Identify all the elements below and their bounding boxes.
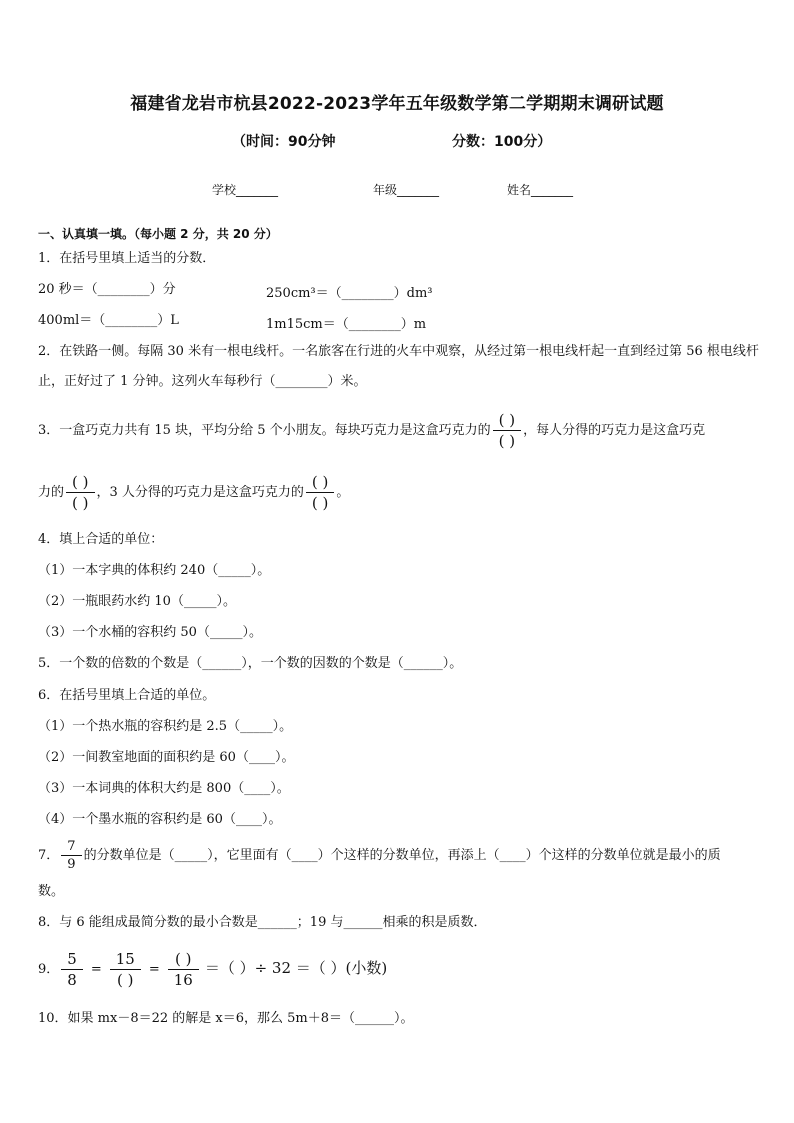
exam-time: （时间：90分钟 <box>232 134 336 150</box>
equals-sign: = <box>90 962 102 977</box>
q3-text-5: 。 <box>336 485 350 500</box>
q3-fraction-2 <box>66 472 94 513</box>
q1-d: 1m15cm＝（________）m <box>266 317 427 332</box>
q5: 5．一个数的倍数的个数是（______），一个数的因数的个数是（______）。 <box>38 656 463 671</box>
q7-fraction <box>61 838 81 873</box>
q4-stem: 4．填上合适的单位： <box>38 532 164 547</box>
fraction-denominator: ( ) <box>72 494 89 512</box>
q9-fraction-1 <box>61 949 83 990</box>
school-field: 学校_______ <box>212 183 279 197</box>
q3-line1 <box>38 410 705 451</box>
page-title: 福建省龙岩市杭县2022-2023学年五年级数学第二学期期末调研试题 <box>130 94 664 114</box>
name-field: 姓名_______ <box>507 183 574 197</box>
q10: 10．如果 mx－8＝22 的解是 x＝6，那么 5m＋8＝（______）。 <box>38 1011 414 1026</box>
q3-text-3: 力的 <box>38 485 65 500</box>
q7-text: 的分数单位是（_____），它里面有（____）个这样的分数单位，再添上（____）个这样的分数单位就是最小的质 <box>83 848 721 863</box>
exam-score: 分数：100分） <box>452 134 552 150</box>
equals-sign: = <box>148 962 160 977</box>
q4-a: （1）一本字典的体积约 240（_____）。 <box>38 563 271 578</box>
q1-b: 250cm³＝（________）dm³ <box>266 286 433 301</box>
q1-a: 20 秒＝（________）分 <box>38 282 176 297</box>
q1-c: 400ml＝（________）L <box>38 313 179 328</box>
grade-field: 年级_______ <box>373 183 440 197</box>
fraction-denominator: ( ) <box>117 971 134 989</box>
q4-c: （3）一个水桶的容积约 50（_____）。 <box>38 625 262 640</box>
q4-b: （2）一瓶眼药水约 10（_____）。 <box>38 594 236 609</box>
q6-stem: 6．在括号里填上合适的单位。 <box>38 688 216 703</box>
fraction-numerator: ( ) <box>175 950 192 968</box>
fraction-denominator: ( ) <box>311 494 329 512</box>
q7-line1 <box>38 838 721 874</box>
fraction-denominator: ( ) <box>498 432 516 450</box>
q3-fraction-3 <box>306 472 334 513</box>
q6-c: （3）一本词典的体积大约是 800（____）。 <box>38 781 290 796</box>
q1-stem: 1．在括号里填上适当的分数． <box>38 251 216 266</box>
fraction-numerator: ( ) <box>311 473 329 491</box>
fraction-numerator: ( ) <box>72 473 89 491</box>
fraction-numerator: ( ) <box>498 411 516 429</box>
q7-line2: 数。 <box>38 884 65 899</box>
q3-text-2: ，每人分得的巧克力是这盒巧克 <box>523 423 706 438</box>
q3-line2 <box>38 472 349 513</box>
q8: 8．与 6 能组成最简分数的最小合数是______；19 与______相乘的积是质数． <box>38 915 487 930</box>
q9-fraction-3 <box>168 949 199 990</box>
q6-b: （2）一间教室地面的面积约是 60（____）。 <box>38 750 295 765</box>
q9-fraction-2 <box>110 949 141 990</box>
fraction-numerator: 7 <box>67 839 76 854</box>
q7-prefix: 7． <box>38 848 60 863</box>
fraction-numerator: 15 <box>115 950 135 968</box>
q6-d: （4）一个墨水瓶的容积约是 60（____）。 <box>38 812 282 827</box>
fraction-numerator: 5 <box>67 950 77 968</box>
q9 <box>38 946 387 992</box>
fraction-denominator: 8 <box>67 971 77 989</box>
section-heading: 一、认真填一填。（每小题 2 分，共 20 分） <box>38 227 278 241</box>
fraction-denominator: 16 <box>173 971 193 989</box>
q2: 2．在铁路一侧。每隔 30 米有一根电线杆。一名旅客在行进的火车中观察，从经过第一根电线杆起一直到经过第 56 根电线杆止，正好过了 1 分钟。这列火车每秒行（________）米。 <box>38 344 759 389</box>
q3-text-4: ，3 人分得的巧克力是这盒巧克力的 <box>96 485 304 500</box>
q9-prefix: 9． <box>38 962 60 977</box>
q3-text-1: 3．一盒巧克力共有 15 块，平均分给 5 个小朋友。每块巧克力是这盒巧克力的 <box>38 423 491 438</box>
q9-tail: ＝（ ）÷ 32 ＝（ ）(小数) <box>204 959 388 977</box>
q3-fraction-1 <box>493 410 521 451</box>
fraction-denominator: 9 <box>67 857 76 872</box>
q6-a: （1）一个热水瓶的容积约是 2.5（_____）。 <box>38 719 293 734</box>
